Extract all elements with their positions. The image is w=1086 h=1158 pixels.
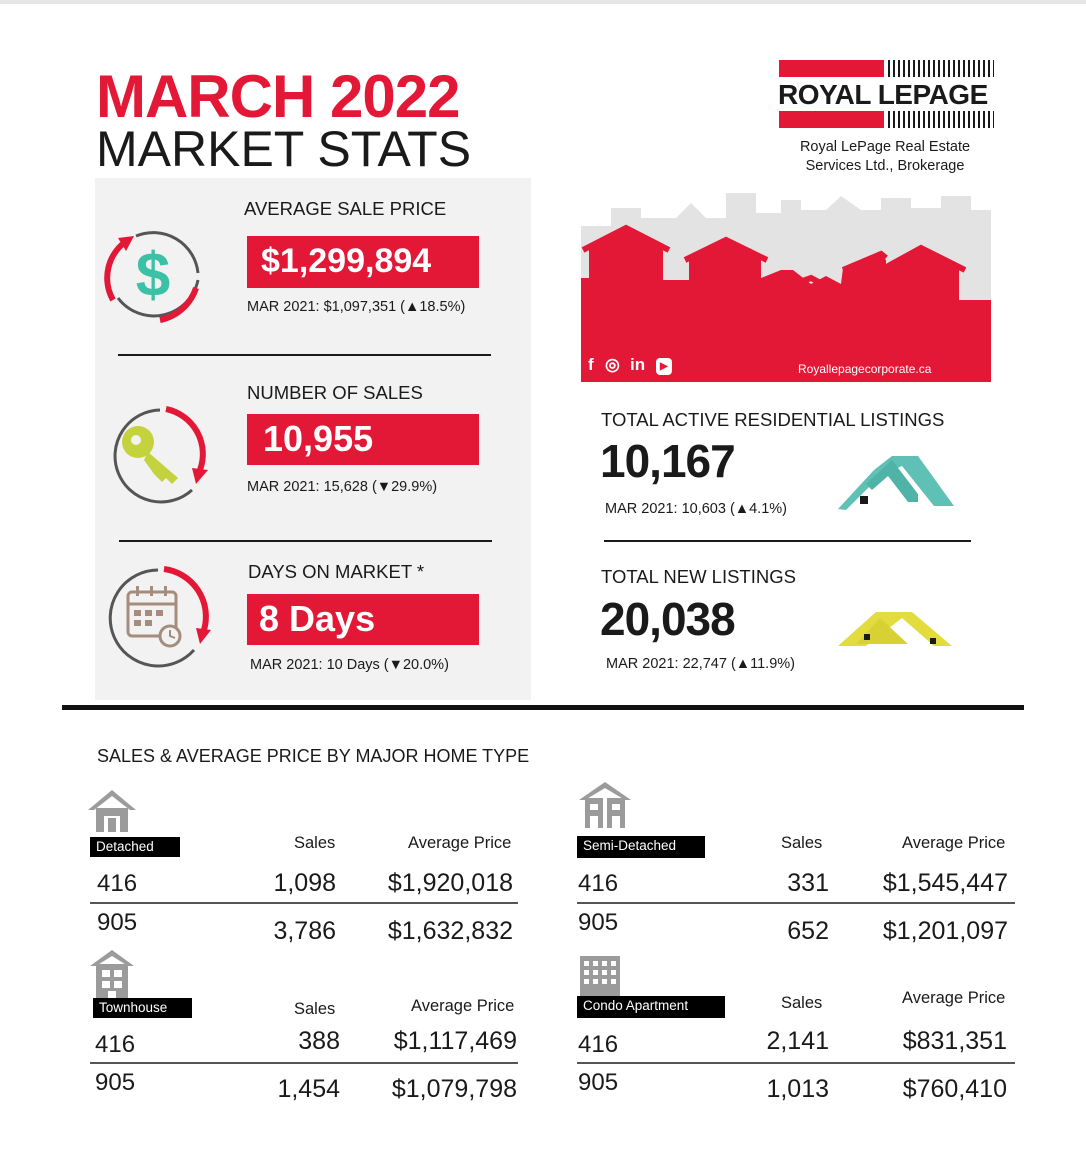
section-rule [62,705,1024,710]
town-905-price: $1,079,798 [391,1075,517,1103]
listings-divider [604,540,971,542]
detached-house-icon [86,788,138,832]
teal-house-icon [836,454,954,512]
semi-row-rule [577,902,1015,904]
new-listings-label: TOTAL NEW LISTINGS [601,566,796,587]
semi-416-sales: 331 [787,869,829,897]
townhouse-tag: Townhouse [93,998,192,1018]
detached-416-sales: 1,098 [273,869,336,897]
condo-sales-header: Sales [781,994,823,1012]
linkedin-icon[interactable]: in [630,355,646,374]
avg-price-label: AVERAGE SALE PRICE [244,198,447,219]
semi-416-price: $1,545,447 [882,869,1008,897]
condo-905-price: $760,410 [902,1075,1007,1103]
report-subtitle: MARKET STATS [96,121,472,177]
calendar-cycle-icon [100,564,212,670]
brokerage-line-1: Royal LePage Real Estate [799,139,971,155]
new-listings-value: 20,038 [600,593,735,645]
town-416-sales: 388 [298,1027,340,1055]
semi-detached-tag: Semi-Detached [577,836,705,858]
key-cycle-icon [100,400,210,510]
condo-tag: Condo Apartment [577,996,725,1018]
avg-price-compare: MAR 2021: $1,097,351 (▲18.5%) [247,299,466,315]
active-listings-label: TOTAL ACTIVE RESIDENTIAL LISTINGS [601,409,945,430]
youtube-icon[interactable]: ▶ [656,358,672,375]
detached-sales-header: Sales [294,834,336,852]
detached-416-code: 416 [97,870,138,897]
brokerage-name [780,138,990,176]
new-listings-compare: MAR 2021: 22,747 (▲11.9%) [606,656,795,672]
town-sales-header: Sales [294,1000,336,1018]
condo-416-price: $831,351 [902,1027,1007,1055]
dom-compare: MAR 2021: 10 Days (▼20.0%) [250,657,449,673]
town-416-price: $1,117,469 [393,1027,517,1055]
website-link[interactable]: Royallepagecorporate.ca [798,362,932,376]
logo-wordmark: ROYAL LEPAGE [778,79,988,110]
logo-stripes-top [888,60,994,77]
dom-value: 8 Days [247,594,479,645]
instagram-icon[interactable]: ◎ [605,355,620,374]
yellow-house-icon [836,604,954,650]
condo-row-rule [577,1062,1015,1064]
logo-stripes-bottom [888,111,994,128]
home-type-section-title: SALES & AVERAGE PRICE BY MAJOR HOME TYPE [97,746,530,766]
semi-905-sales: 652 [787,917,829,945]
active-listings-compare: MAR 2021: 10,603 (▲4.1%) [605,501,788,517]
townhouse-icon [88,948,136,1000]
detached-price-header: Average Price [408,834,512,852]
semi-detached-house-icon [577,780,633,828]
detached-tag: Detached [90,837,180,857]
semi-price-header: Average Price [902,834,1006,852]
condo-price-header: Average Price [902,989,1006,1007]
condo-905-sales: 1,013 [766,1075,829,1103]
houses-banner [581,188,991,382]
num-sales-label: NUMBER OF SALES [247,382,423,403]
detached-905-sales: 3,786 [273,917,336,945]
detached-row-rule [90,902,518,904]
condo-905-code: 905 [578,1069,619,1096]
svg-text:$: $ [135,241,171,310]
num-sales-compare: MAR 2021: 15,628 (▼29.9%) [247,479,438,495]
semi-416-code: 416 [578,870,619,897]
num-sales-value: 10,955 [247,414,479,465]
semi-sales-header: Sales [781,834,823,852]
brokerage-line-2: Services Ltd., Brokerage [805,158,965,174]
detached-905-price: $1,632,832 [387,917,513,945]
dom-label: DAYS ON MARKET * [248,561,425,582]
logo-red-bar-bottom [779,111,884,128]
town-416-code: 416 [95,1031,136,1058]
active-listings-value: 10,167 [600,435,735,487]
dollar-cycle-icon [98,218,208,328]
stats-divider-2 [119,540,492,542]
town-905-code: 905 [95,1069,136,1096]
stats-divider-1 [118,354,491,356]
semi-905-code: 905 [578,909,619,936]
top-border [0,0,1086,4]
town-row-rule [90,1062,518,1064]
town-price-header: Average Price [411,997,515,1015]
report-title: MARCH 2022 [96,63,460,130]
facebook-icon[interactable]: f [588,355,594,374]
semi-905-price: $1,201,097 [882,917,1008,945]
condo-416-code: 416 [578,1031,619,1058]
logo-red-bar-top [779,60,884,77]
detached-905-code: 905 [97,909,138,936]
condo-building-icon [580,956,620,996]
avg-price-value: $1,299,894 [247,236,479,288]
detached-416-price: $1,920,018 [387,869,513,897]
condo-416-sales: 2,141 [766,1027,829,1055]
town-905-sales: 1,454 [277,1075,340,1103]
